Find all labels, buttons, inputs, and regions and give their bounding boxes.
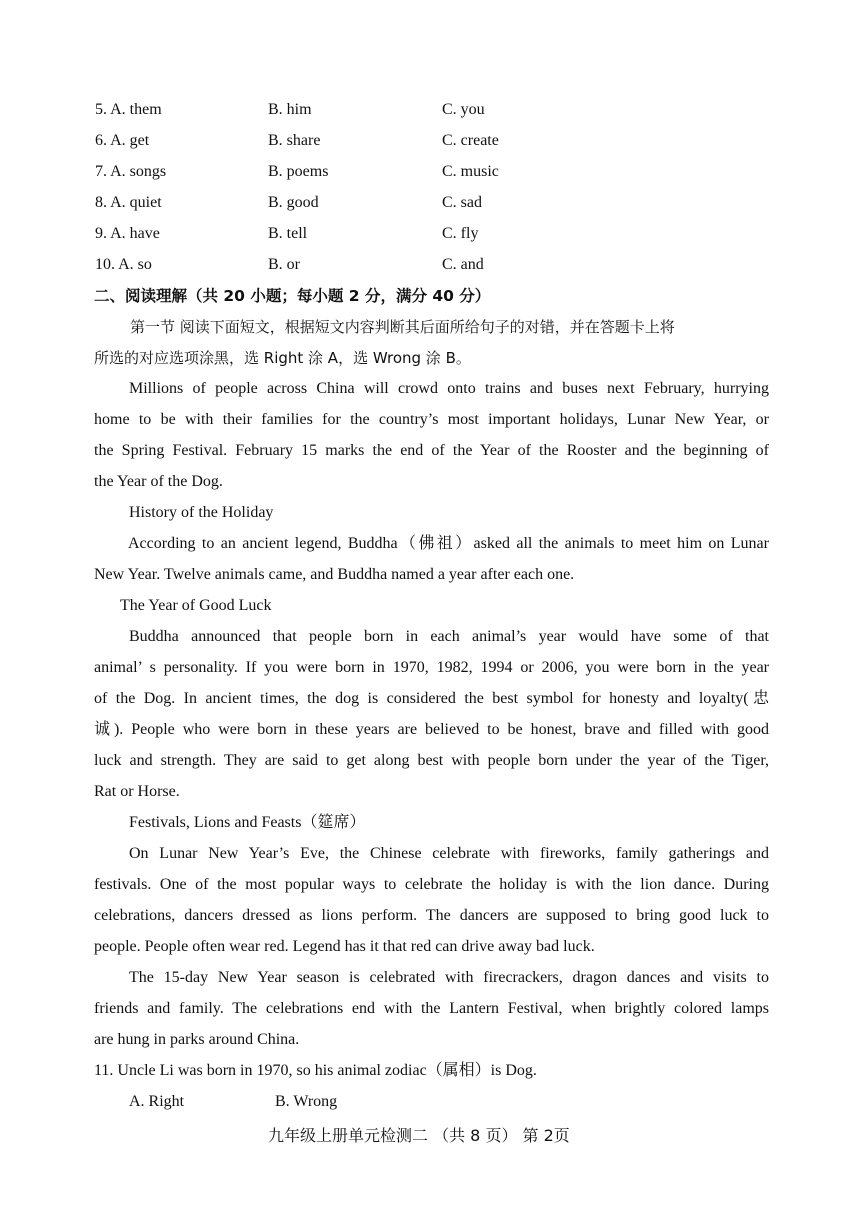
- instruction-line-1: 第一节 阅读下面短文，根据短文内容判断其后面所给句子的对错，并在答题卡上将: [130, 318, 675, 336]
- page-footer: 九年级上册单元检测二 （共 8 页） 第 2页: [268, 1126, 570, 1145]
- paragraph-line: Millions of people across China will crowd onto trains and buses next February, hurrying: [129, 380, 769, 397]
- paragraph-line: On Lunar New Year’s Eve, the Chinese celebrate with fireworks, family gatherings and: [129, 845, 769, 862]
- option-row-7: [0, 162, 860, 182]
- paragraph-line: New Year. Twelve animals came, and Buddha named a year after each one.: [94, 566, 575, 583]
- option-row-5: [0, 100, 860, 120]
- option-b: B. or: [268, 256, 300, 273]
- option-b: B. him: [268, 101, 312, 118]
- question-11: 11. Uncle Li was born in 1970, so his animal zodiac（属相）is Dog.: [94, 1062, 537, 1079]
- paragraph-line: Buddha announced that people born in each animal’s year would have some of that: [129, 628, 769, 645]
- paragraph-line: According to an ancient legend, Buddha（佛祖）asked all the animals to meet him on Lunar: [128, 535, 769, 552]
- option-a: 8. A. quiet: [95, 194, 162, 211]
- option-b: B. good: [268, 194, 319, 211]
- paragraph-line: celebrations, dancers dressed as lions perform. The dancers are supposed to bring good luck to: [94, 907, 769, 924]
- question-11-option-b: B. Wrong: [275, 1093, 338, 1110]
- paragraph-line: 诚). People who were born in these years are believed to be honest, brave and filled with good: [94, 721, 770, 738]
- option-a: 6. A. get: [95, 132, 150, 149]
- option-c: C. sad: [442, 194, 482, 211]
- paragraph-line: luck and strength. They are said to get along best with people born under the year of the Tiger,: [94, 752, 769, 769]
- option-a: 7. A. songs: [95, 163, 167, 180]
- option-c: C. fly: [442, 225, 479, 242]
- paragraph-line: The 15-day New Year season is celebrated with firecrackers, dragon dances and visits to: [129, 969, 769, 986]
- option-c: C. create: [442, 132, 499, 149]
- option-b: B. tell: [268, 225, 308, 242]
- paragraph-line: home to be with their families for the country’s most important holidays, Lunar New Year, or: [94, 411, 769, 428]
- question-11-option-a: A. Right: [129, 1093, 185, 1110]
- paragraph-line: people. People often wear red. Legend has it that red can drive away bad luck.: [94, 938, 595, 955]
- paragraph-line: Rat or Horse.: [94, 783, 180, 800]
- option-c: C. you: [442, 101, 485, 118]
- paragraph-line: animal’ s personality. If you were born in 1970, 1982, 1994 or 2006, you were born in the year: [94, 659, 769, 676]
- option-a: 10. A. so: [95, 256, 152, 273]
- instruction-line-2: 所选的对应选项涂黑，选 Right 涂 A，选 Wrong 涂 B。: [94, 349, 471, 367]
- option-c: C. music: [442, 163, 499, 180]
- option-b: B. share: [268, 132, 321, 149]
- paragraph-line: the Year of the Dog.: [94, 473, 223, 490]
- section-title: 二、阅读理解（共 20 小题；每小题 2 分，满分 40 分）: [94, 287, 491, 305]
- option-row-8: [0, 193, 860, 213]
- option-b: B. poems: [268, 163, 329, 180]
- option-row-10: [0, 255, 860, 275]
- subheading-history: History of the Holiday: [129, 504, 274, 521]
- option-row-6: [0, 131, 860, 151]
- paragraph-line: the Spring Festival. February 15 marks the end of the Year of the Rooster and the beginning of: [94, 442, 769, 459]
- subheading-good-luck: The Year of Good Luck: [120, 597, 272, 614]
- option-c: C. and: [442, 256, 484, 273]
- option-a: 5. A. them: [95, 101, 162, 118]
- paragraph-line: of the Dog. In ancient times, the dog is considered the best symbol for honesty and loyalty(忠: [94, 690, 769, 707]
- paragraph-line: festivals. One of the most popular ways to celebrate the holiday is with the lion dance. During: [94, 876, 769, 893]
- paragraph-line: friends and family. The celebrations end with the Lantern Festival, when brightly colored lamps: [94, 1000, 769, 1017]
- option-row-9: [0, 224, 860, 244]
- subheading-festivals: Festivals, Lions and Feasts（筵席）: [129, 814, 366, 831]
- option-a: 9. A. have: [95, 225, 160, 242]
- paragraph-line: are hung in parks around China.: [94, 1031, 300, 1048]
